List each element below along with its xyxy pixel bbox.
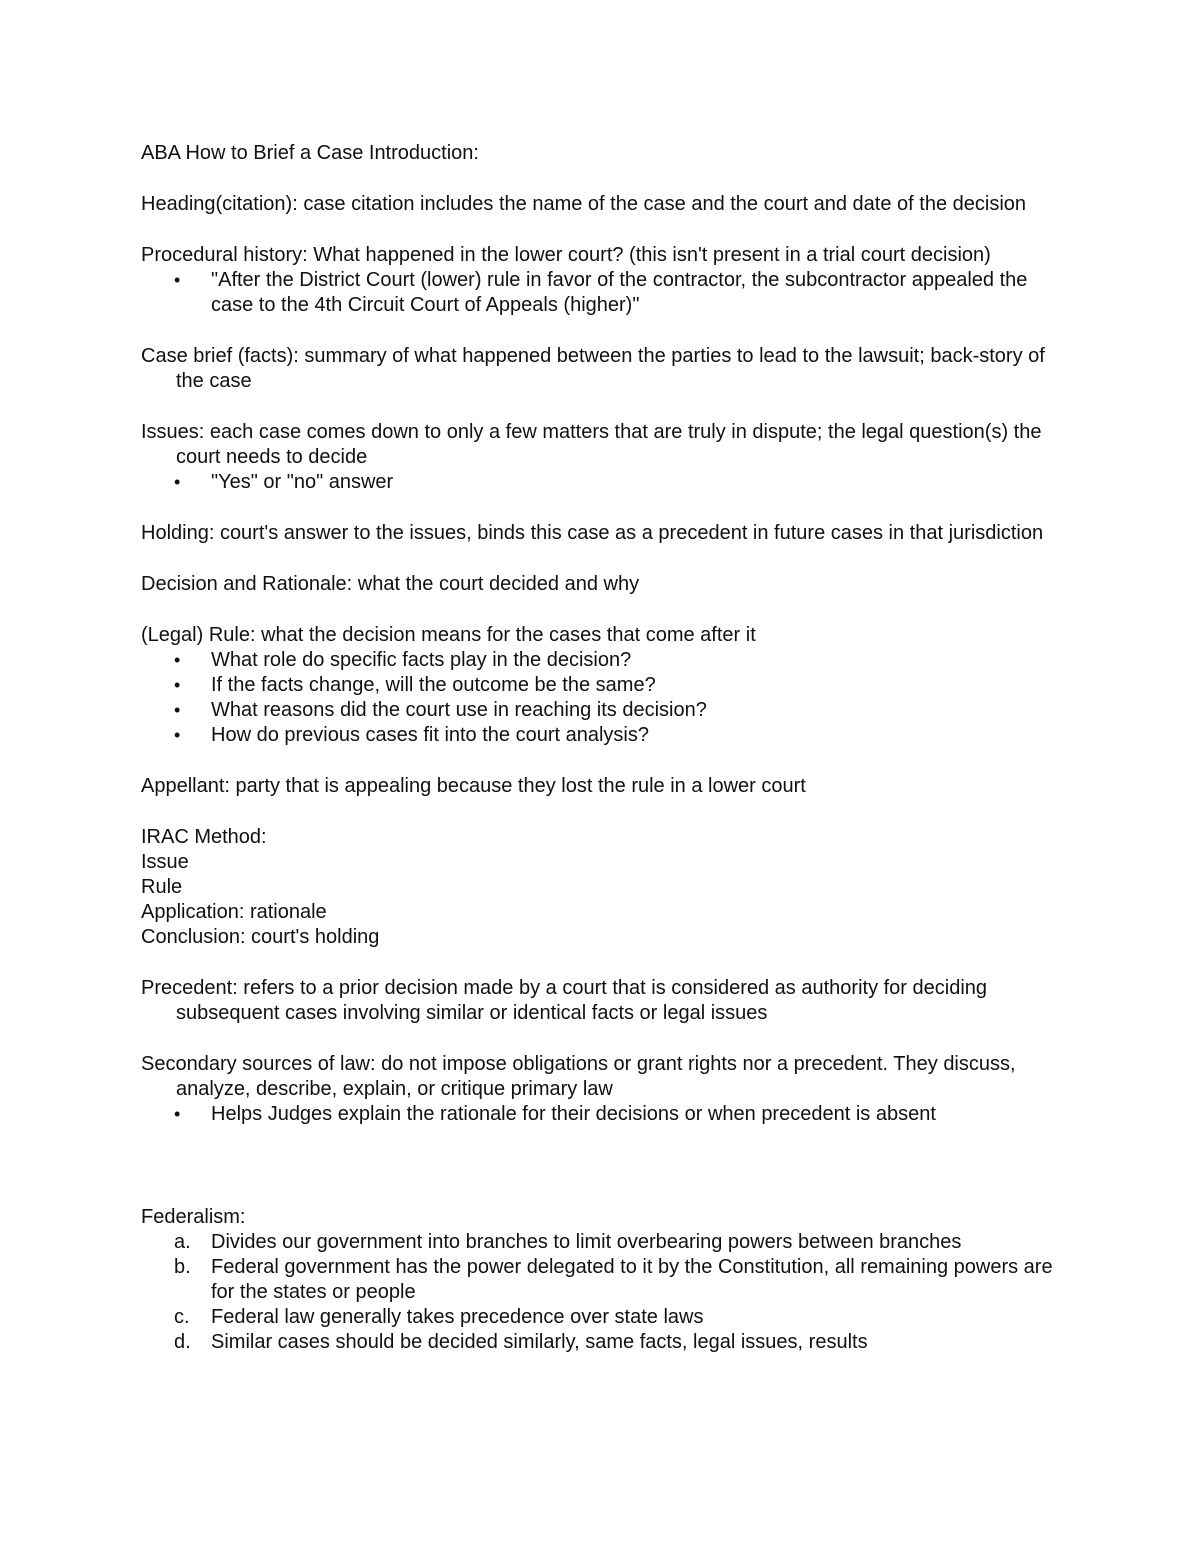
secondary-term: Secondary sources of law:: [141, 1053, 382, 1075]
holding-term: Holding:: [141, 522, 220, 544]
issues-definition: [141, 420, 1071, 470]
bullet-icon: •: [174, 725, 181, 745]
case-brief-definition: [141, 344, 1071, 394]
document-title: ABA How to Brief a Case Introduction:: [141, 142, 479, 164]
list-item-text: Similar cases should be decided similarly, same facts, legal issues, results: [211, 1331, 868, 1353]
bullet-icon: •: [174, 472, 181, 492]
issues-bullet-list: [141, 470, 1071, 495]
holding-text: court's answer to the issues, binds this case as a precedent in future cases in that jurisdiction: [219, 522, 1044, 544]
decision-text: what the court decided and why: [357, 573, 640, 595]
rule-text: what the decision means for the cases that come after it: [261, 624, 756, 646]
list-item-text: "Yes" or "no" answer: [211, 471, 394, 493]
list-item: [141, 1102, 1071, 1127]
secondary-bullet-list: [141, 1102, 1071, 1127]
list-item-text: How do previous cases fit into the court analysis?: [211, 724, 649, 746]
procedural-history-definition: [141, 243, 1071, 268]
irac-line: Conclusion: court's holding: [141, 926, 380, 948]
list-item: [141, 1330, 1071, 1355]
list-item-text: What reasons did the court use in reaching its decision?: [211, 699, 707, 721]
bullet-icon: •: [174, 650, 181, 670]
list-marker: c.: [174, 1306, 190, 1328]
federalism-title: Federalism:: [141, 1206, 246, 1228]
bullet-icon: •: [174, 1104, 181, 1124]
rule-bullet-list: [141, 648, 1071, 748]
list-item-text: Divides our government into branches to limit overbearing powers between branches: [211, 1231, 962, 1253]
list-item: [141, 698, 1071, 723]
appellant-term: Appellant:: [141, 775, 236, 797]
bullet-icon: •: [174, 675, 181, 695]
list-item: [141, 268, 1071, 318]
decision-term: Decision and Rationale:: [141, 573, 358, 595]
heading-term: Heading(citation):: [141, 193, 304, 215]
issues-term: Issues:: [141, 421, 210, 443]
appellant-text: party that is appealing because they lost the rule in a lower court: [235, 775, 806, 797]
procedural-term: Procedural history:: [141, 244, 314, 266]
appellant-definition: [141, 774, 1071, 799]
irac-line: Rule: [141, 876, 183, 898]
precedent-term: Precedent:: [141, 977, 244, 999]
federalism-list: [141, 1230, 1071, 1355]
bullet-icon: •: [174, 700, 181, 720]
list-item-text: What role do specific facts play in the decision?: [211, 649, 632, 671]
procedural-bullet-list: [141, 268, 1071, 318]
secondary-sources-definition: [141, 1052, 1071, 1102]
list-item: [141, 648, 1071, 673]
list-item: [141, 1255, 1071, 1305]
list-item-text: If the facts change, will the outcome be the same?: [211, 674, 656, 696]
list-item: [141, 1230, 1071, 1255]
irac-title: IRAC Method:: [141, 826, 267, 848]
list-item-text: "After the District Court (lower) rule in favor of the contractor, the subcontractor appealed the case to the 4th Circuit Court of Appeals (higher)": [211, 269, 1028, 316]
procedural-text: What happened in the lower court? (this isn't present in a trial court decision): [313, 244, 991, 266]
list-item-text: Helps Judges explain the rationale for their decisions or when precedent is absent: [211, 1103, 936, 1125]
irac-line: Application: rationale: [141, 901, 327, 923]
decision-definition: [141, 572, 1071, 597]
bullet-icon: •: [174, 270, 181, 290]
precedent-text: refers to a prior decision made by a court that is considered as authority for deciding subsequent cases involving similar or identical facts or legal issues: [176, 977, 988, 1024]
list-item-text: Federal law generally takes precedence over state laws: [211, 1306, 704, 1328]
list-marker: b.: [174, 1256, 191, 1278]
heading-definition: [141, 192, 1071, 217]
rule-definition: [141, 623, 1071, 648]
list-marker: a.: [174, 1231, 191, 1253]
issues-text: each case comes down to only a few matters that are truly in dispute; the legal question(s) the court needs to decide: [176, 421, 1042, 468]
list-marker: d.: [174, 1331, 191, 1353]
list-item: [141, 470, 1071, 495]
list-item: [141, 1305, 1071, 1330]
precedent-definition: [141, 976, 1071, 1026]
document-page: [141, 141, 1071, 1355]
heading-text: case citation includes the name of the case and the court and date of the decision: [303, 193, 1027, 215]
case-brief-term: Case brief (facts):: [141, 345, 305, 367]
irac-line: Issue: [141, 851, 189, 873]
holding-definition: [141, 521, 1071, 546]
list-item-text: Federal government has the power delegated to it by the Constitution, all remaining powers are for the states or people: [211, 1256, 1053, 1303]
list-item: [141, 723, 1071, 748]
rule-term: (Legal) Rule:: [141, 624, 262, 646]
secondary-text: do not impose obligations or grant rights nor a precedent. They discuss, analyze, describe, explain, or critique primary law: [176, 1053, 1016, 1100]
list-item: [141, 673, 1071, 698]
case-brief-text: summary of what happened between the parties to lead to the lawsuit; back-story of the case: [176, 345, 1045, 392]
